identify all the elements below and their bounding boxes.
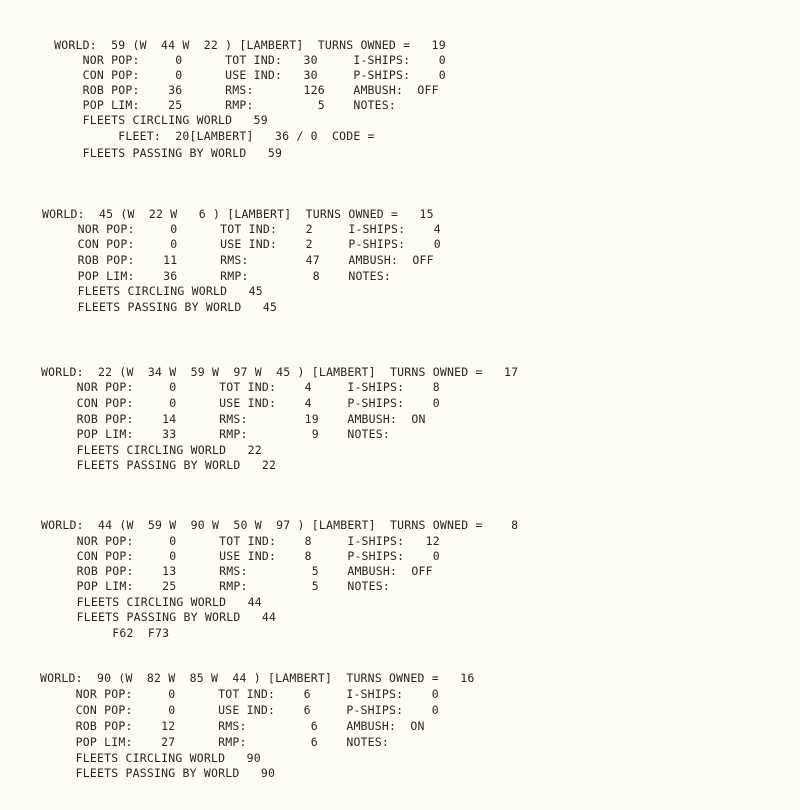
world-line: POP LIM: 25 RMP: 5 NOTES:: [41, 579, 391, 593]
world-line: FLEETS CIRCLING WORLD 59: [47, 113, 268, 127]
world-line: ROB POP: 14 RMS: 19 AMBUSH: ON: [41, 412, 426, 426]
world-line: FLEETS PASSING BY WORLD 59: [47, 146, 283, 160]
world-line: POP LIM: 36 RMP: 8 NOTES:: [42, 269, 392, 283]
world-line: CON POP: 0 USE IND: 8 P-SHIPS: 0: [41, 549, 440, 563]
world-line: NOR POP: 0 TOT IND: 8 I-SHIPS: 12: [41, 534, 440, 548]
world-line: ROB POP: 13 RMS: 5 AMBUSH: OFF: [41, 564, 433, 578]
world-line: NOR POP: 0 TOT IND: 2 I-SHIPS: 4: [42, 222, 441, 236]
world-line: POP LIM: 25 RMP: 5 NOTES:: [47, 98, 397, 112]
world-line: POP LIM: 27 RMP: 6 NOTES:: [40, 735, 390, 749]
world-line: CON POP: 0 USE IND: 2 P-SHIPS: 0: [42, 237, 441, 251]
world-header: WORLD: 22 (W 34 W 59 W 97 W 45 ) [LAMBERT] TURNS OWNED = 17: [41, 365, 519, 379]
world-line: FLEETS CIRCLING WORLD 90: [40, 751, 261, 765]
world-line: CON POP: 0 USE IND: 6 P-SHIPS: 0: [40, 703, 439, 717]
world-line: CON POP: 0 USE IND: 4 P-SHIPS: 0: [41, 396, 440, 410]
world-header: WORLD: 59 (W 44 W 22 ) [LAMBERT] TURNS OWNED = 19: [47, 38, 446, 52]
world-line: POP LIM: 33 RMP: 9 NOTES:: [41, 427, 391, 441]
world-line: FLEETS PASSING BY WORLD 44: [41, 610, 277, 624]
world-line: ROB POP: 12 RMS: 6 AMBUSH: ON: [40, 719, 425, 733]
world-header: WORLD: 90 (W 82 W 85 W 44 ) [LAMBERT] TURNS OWNED = 16: [40, 671, 475, 685]
world-line: FLEETS CIRCLING WORLD 45: [42, 284, 263, 298]
world-line: FLEETS PASSING BY WORLD 90: [40, 766, 276, 780]
world-line: FLEETS CIRCLING WORLD 22: [41, 443, 262, 457]
world-header: WORLD: 44 (W 59 W 90 W 50 W 97 ) [LAMBERT] TURNS OWNED = 8: [41, 518, 519, 532]
world-line: CON POP: 0 USE IND: 30 P-SHIPS: 0: [47, 68, 446, 82]
world-line: FLEET: 20[LAMBERT] 36 / 0 CODE =: [47, 129, 375, 143]
world-line: NOR POP: 0 TOT IND: 6 I-SHIPS: 0: [40, 687, 439, 701]
world-header: WORLD: 45 (W 22 W 6 ) [LAMBERT] TURNS OWNED = 15: [42, 207, 434, 221]
world-line: FLEETS PASSING BY WORLD 22: [41, 458, 277, 472]
world-line: NOR POP: 0 TOT IND: 4 I-SHIPS: 8: [41, 380, 440, 394]
world-line: ROB POP: 11 RMS: 47 AMBUSH: OFF: [42, 253, 434, 267]
world-line: FLEETS CIRCLING WORLD 44: [41, 595, 262, 609]
world-line: FLEETS PASSING BY WORLD 45: [42, 300, 278, 314]
world-line: ROB POP: 36 RMS: 126 AMBUSH: OFF: [47, 83, 439, 97]
world-line: F62 F73: [41, 626, 170, 640]
world-line: NOR POP: 0 TOT IND: 30 I-SHIPS: 0: [47, 53, 446, 67]
